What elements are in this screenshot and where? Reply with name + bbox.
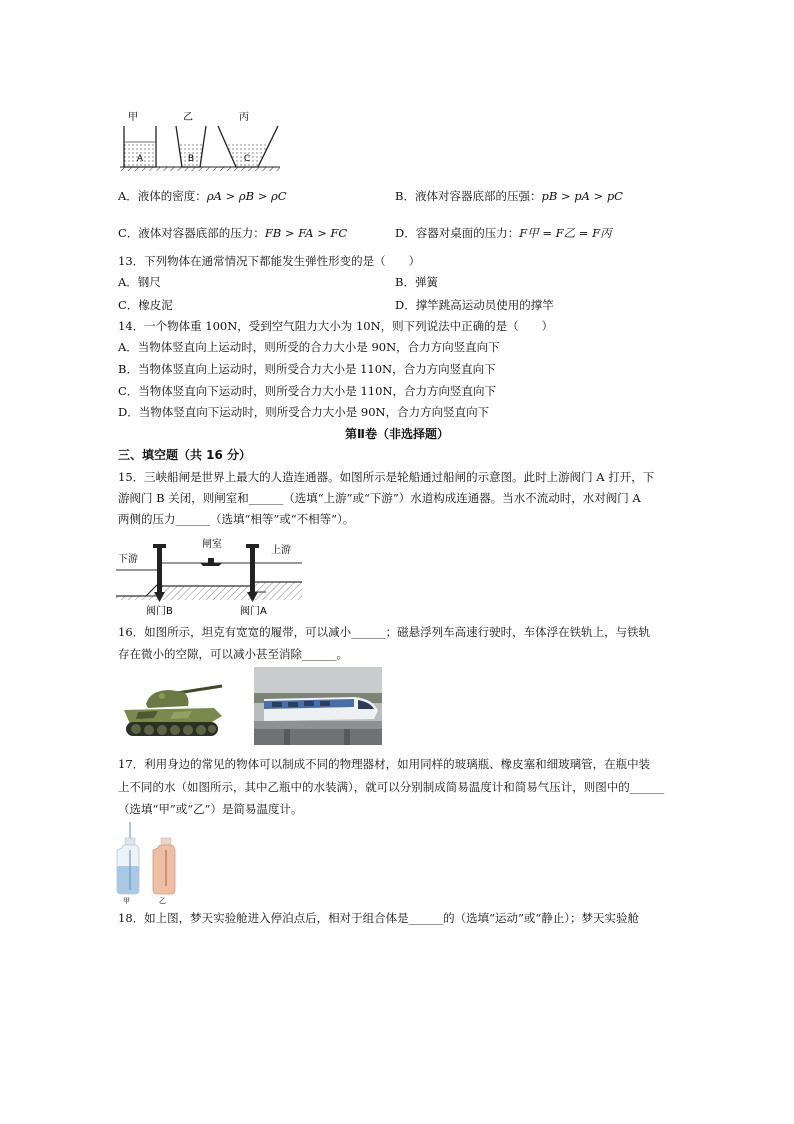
- lock-label-valve-b: 阀门B: [146, 606, 173, 616]
- q12-option-b: [395, 188, 623, 204]
- q12-option-d: [395, 225, 612, 241]
- q12-option-b-math: pB > pA > pC: [541, 189, 623, 203]
- liquid-label-b: B: [187, 154, 195, 164]
- q12-option-a-text: A．液体的密度：: [118, 189, 207, 203]
- container-label-yi: 乙: [183, 112, 193, 123]
- lock-label-upstream: 上游: [271, 545, 291, 556]
- section3-title: 三、填空题（共 16 分）: [118, 448, 252, 462]
- ship-lock-figure: [116, 534, 302, 616]
- q14-option-c: C．当物体竖直向下运动时，则所受合力大小是 110N，合力方向竖直向下: [118, 384, 496, 398]
- q16-line1: 16．如图所示，坦克有宽宽的履带，可以减小______；磁悬浮列车高速行驶时，车体浮在铁轨上，与铁轨: [118, 625, 651, 639]
- q18-line1: 18．如上图，梦天实验舱进入停泊点后，相对于组合体是______的（选填“运动”或“静止）；梦天实验舱: [118, 911, 640, 925]
- q13-stem: 13．下列物体在通常情况下都能发生弹性形变的是（ ）: [118, 254, 421, 268]
- ship-icon: [200, 558, 222, 566]
- q12-option-c-text: C．液体对容器底部的压力：: [118, 226, 265, 240]
- bottle-yi: [153, 838, 175, 894]
- q12-option-d-text: D．容器对桌面的压力：: [395, 226, 520, 240]
- tank-image: [118, 674, 230, 744]
- q14-option-d: D．当物体竖直向下运动时，则所受合力大小是 90N，合力方向竖直向下: [118, 405, 490, 419]
- volume2-title: 第Ⅱ卷（非选择题）: [345, 427, 449, 441]
- container-label-jia: 甲: [128, 112, 138, 123]
- q12-option-a-math: ρA > ρB > ρC: [206, 189, 287, 203]
- q16-line2: 存在微小的空隙，可以减小甚至消除______。: [118, 647, 348, 661]
- lock-label-valve-a: 阀门A: [240, 606, 267, 616]
- q14-option-a: A．当物体竖直向上运动时，则所受的合力大小是 90N，合力方向竖直向下: [118, 340, 500, 354]
- q12-option-d-math: F甲 = F乙 = F丙: [519, 226, 612, 240]
- bottle-jia: [117, 822, 139, 894]
- q15-line2: 游阀门 B 关闭，则闸室和______（选填“上游”或“下游”）水道构成连通器。当水不流动时，水对阀门 A: [118, 491, 641, 505]
- liquid-label-a: A: [136, 154, 144, 164]
- container-label-bing: 丙: [239, 112, 249, 123]
- q17-line1: 17．利用身边的常见的物体可以制成不同的物理器材，如用同样的玻璃瓶、橡皮塞和细玻璃管，在瓶中装: [118, 757, 651, 771]
- bottle-label-jia: 甲: [123, 897, 130, 904]
- q17-line3: （选填“甲”或“乙”）是简易温度计。: [118, 802, 303, 816]
- q17-line2: 上不同的水（如图所示，其中乙瓶中的水装满），就可以分别制成简易温度计和简易气压计，则图中的______: [118, 780, 665, 794]
- valve-a-gate: [246, 544, 259, 602]
- q14-option-b: B．当物体竖直向上运动时，则所受合力大小是 110N，合力方向竖直向下: [118, 362, 496, 376]
- lock-label-downstream: 下游: [118, 554, 138, 565]
- q14-stem: 14．一个物体重 100N，受到空气阻力大小为 10N，则下列说法中正确的是（ ）: [118, 319, 554, 333]
- lock-label-chamber: 闸室: [202, 539, 222, 550]
- containers-figure: [120, 108, 280, 174]
- q12-option-b-text: B．液体对容器底部的压强：: [395, 189, 542, 203]
- bottle-label-yi: 乙: [159, 897, 166, 904]
- q12-option-c: [118, 225, 347, 241]
- q13-option-c: C．橡皮泥: [118, 298, 173, 312]
- q13-option-a: A．钢尺: [118, 275, 161, 289]
- q12-option-c-math: FB > FA > FC: [264, 226, 348, 240]
- liquid-label-c: C: [243, 154, 251, 164]
- q15-line3: 两侧的压力______（选填“相等”或“不相等”）。: [118, 512, 355, 526]
- q13-option-d: D．撑竿跳高运动员使用的撑竿: [395, 298, 554, 312]
- q15-line1: 15．三峡船闸是世界上最大的人造连通器。如图所示是轮船通过船闸的示意图。此时上游阀门 A 打开，下: [118, 470, 655, 484]
- q12-option-a: [118, 188, 287, 204]
- q13-option-b: B．弹簧: [395, 275, 438, 289]
- bottles-figure: [115, 820, 187, 904]
- maglev-train-image: [254, 667, 382, 745]
